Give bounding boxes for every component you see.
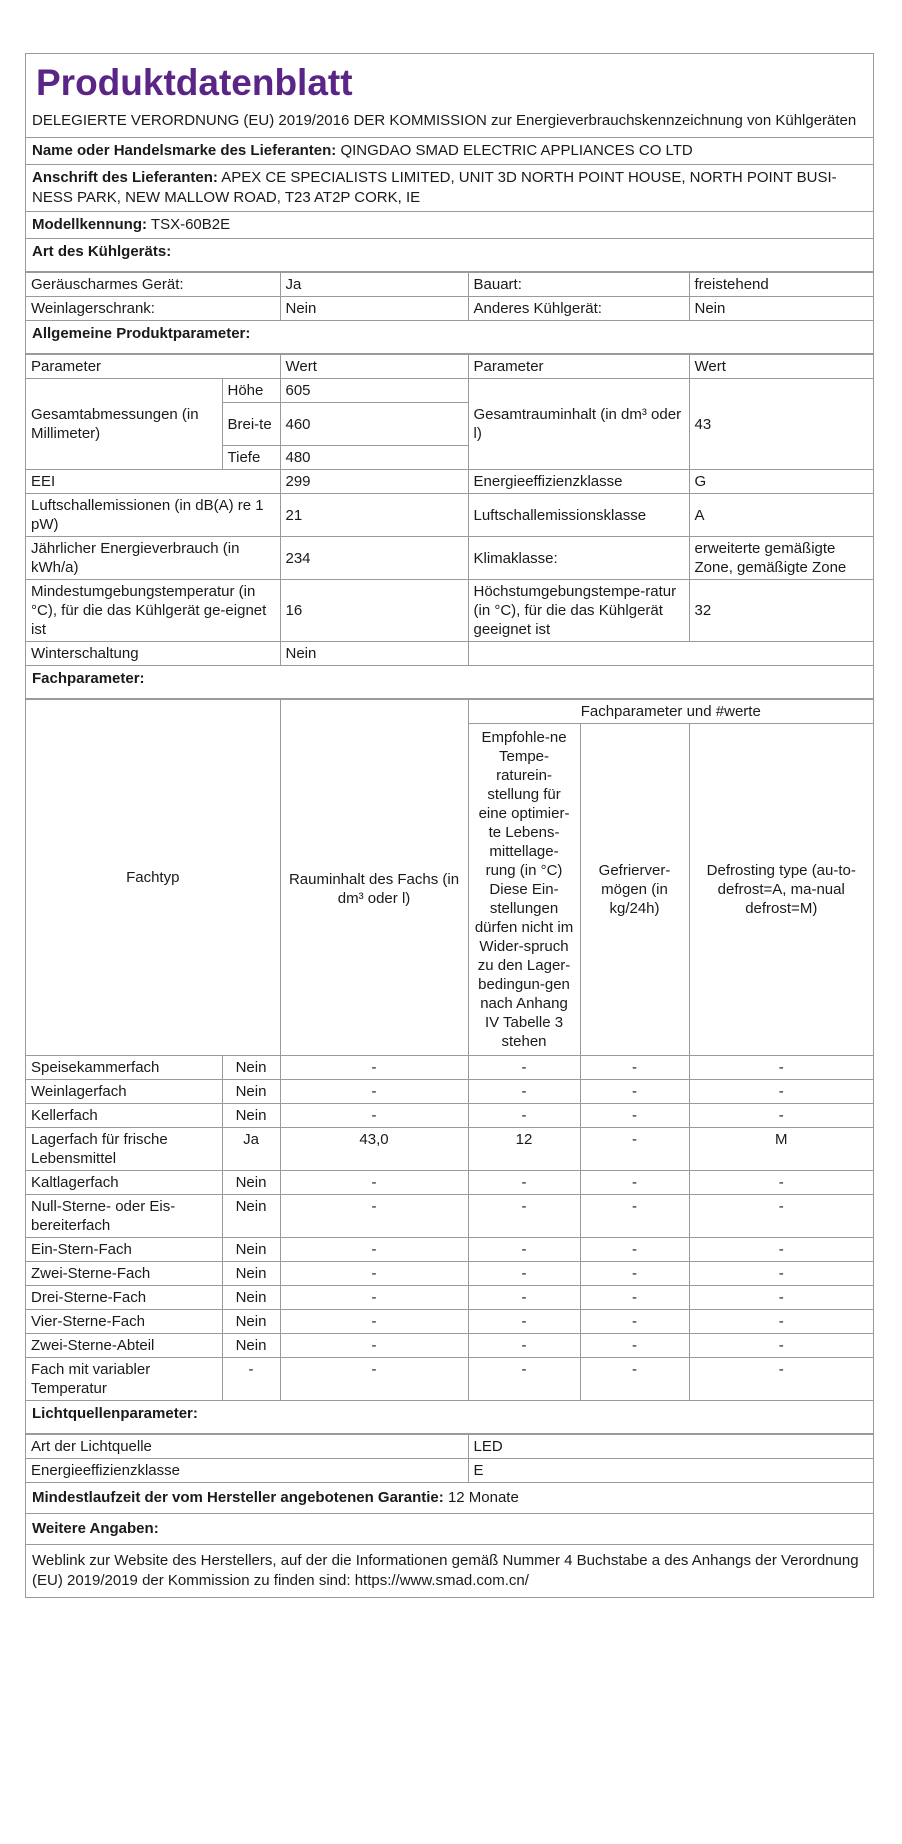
compartment-row [26,1310,873,1334]
compartment-defrost: - [689,1104,873,1128]
compartment-name: Kaltlagerfach [26,1171,222,1195]
compartment-present: Nein [222,1334,280,1358]
param-header-2: Parameter [468,355,689,379]
compartment-temp: - [468,1334,580,1358]
compartment-volume: - [280,1262,468,1286]
height-value: 605 [280,379,468,403]
volume-value: 43 [689,379,873,470]
light-class-label: Energieeffizienzklasse [26,1459,468,1483]
compartment-temp: - [468,1195,580,1238]
compartment-freeze: - [580,1195,689,1238]
compartment-row [26,1128,873,1171]
compartment-temp: - [468,1080,580,1104]
build-value: freistehend [689,273,873,297]
warranty-label: Mindestlaufzeit der vom Hersteller angebotenen Garantie: [32,1489,444,1506]
compartment-freeze: - [580,1310,689,1334]
compartment-freeze: - [580,1286,689,1310]
compartment-volume-header: Rauminhalt des Fachs (in dm³ oder l) [280,724,468,1056]
compartment-volume: 43,0 [280,1128,468,1171]
compartment-present: Nein [222,1056,280,1080]
compartment-type-header: Fachtyp [26,700,280,1056]
compartment-defrost: - [689,1056,873,1080]
compartment-defrost: M [689,1128,873,1171]
compartment-defrost: - [689,1238,873,1262]
compartment-defrost: - [689,1334,873,1358]
compartment-present: - [222,1358,280,1401]
climate-class-label: Klimaklasse: [468,537,689,580]
address-value: APEX CE SPECIALISTS LIMITED, UNIT 3D NORTH POINT HOUSE, NORTH POINT BUSI-NESS PARK, NEW MALLOW ROAD, T23 AT2P CORK, IE [32,169,837,206]
eei-value: 299 [280,470,468,494]
supplier-value: QINGDAO SMAD ELECTRIC APPLIANCES CO LTD [340,142,693,159]
compartment-present: Nein [222,1238,280,1262]
noise-class-label: Luftschallemissionsklasse [468,494,689,537]
light-table [26,1434,873,1483]
compartment-freeze: - [580,1128,689,1171]
regulation-text: DELEGIERTE VERORDNUNG (EU) 2019/2016 DER KOMMISSION zur Energieverbrauchskennzeichnung von Kühlgeräten [26,108,873,138]
compartment-name: Zwei-Sterne-Abteil [26,1334,222,1358]
compartment-temp: - [468,1104,580,1128]
compartment-defrost: - [689,1286,873,1310]
model-value: TSX-60B2E [150,216,231,233]
appliance-type-table [26,272,873,321]
compartment-group-header: Fachparameter und #werte [468,700,873,724]
general-params-heading: Allgemeine Produktparameter: [26,321,873,354]
eei-label: EEI [26,470,280,494]
model-row [26,212,873,239]
compartment-defrost: - [689,1080,873,1104]
compartment-present: Nein [222,1104,280,1128]
light-params-heading: Lichtquellenparameter: [26,1401,873,1434]
width-label: Brei-te [222,403,280,446]
winter-value: Nein [280,642,468,666]
compartment-name: Vier-Sterne-Fach [26,1310,222,1334]
warranty-value: 12 Monate [447,1489,519,1506]
compartment-temp-header: Empfohle-ne Tempe-raturein-stellung für eine optimier-te Lebens-mittellage-rung (in °C) Diese Ein-stellungen dürfen nicht im Wider-spruch zu den Lager-bedingun-gen nach Anhang IV Tabelle 3 stehen [468,724,580,1056]
compartment-volume: - [280,1080,468,1104]
winter-empty [468,642,873,666]
compartment-freeze: - [580,1358,689,1401]
energy-class-value: G [689,470,873,494]
compartment-temp: - [468,1286,580,1310]
compartment-temp: - [468,1171,580,1195]
compartment-volume: - [280,1195,468,1238]
compartment-present: Nein [222,1310,280,1334]
compartment-name: Zwei-Sterne-Fach [26,1262,222,1286]
min-temp-label: Mindestumgebungstemperatur (in °C), für die das Kühlgerät ge-eignet ist [26,580,280,642]
compartment-present: Ja [222,1128,280,1171]
compartment-present: Nein [222,1171,280,1195]
width-value: 460 [280,403,468,446]
energy-class-label: Energieeffizienzklasse [468,470,689,494]
appliance-type-heading: Art des Kühlgeräts: [26,239,873,272]
light-type-value: LED [468,1435,873,1459]
general-params-table [26,354,873,666]
compartment-params-heading: Fachparameter: [26,666,873,699]
other-value: Nein [689,297,873,321]
compartment-temp: - [468,1310,580,1334]
compartment-volume: - [280,1104,468,1128]
compartment-temp: - [468,1358,580,1401]
wine-value: Nein [280,297,468,321]
wine-label: Weinlagerschrank: [26,297,280,321]
compartment-row [26,1080,873,1104]
compartment-temp: - [468,1056,580,1080]
compartment-defrost: - [689,1195,873,1238]
quiet-value: Ja [280,273,468,297]
noise-value: 21 [280,494,468,537]
more-info-text: Weblink zur Website des Herstellers, auf der die Informationen gemäß Nummer 4 Buchstabe a des Anhangs der Verordnung (EU) 2019/2019 der Kommission zu finden sind: [32,1552,859,1589]
compartment-freeze: - [580,1238,689,1262]
compartment-freeze: - [580,1171,689,1195]
compartment-freeze: - [580,1262,689,1286]
compartment-row [26,1358,873,1401]
noise-class-value: A [689,494,873,537]
compartment-row [26,1056,873,1080]
light-class-value: E [468,1459,873,1483]
annual-energy-label: Jährlicher Energieverbrauch (in kWh/a) [26,537,280,580]
compartment-present: Nein [222,1286,280,1310]
compartment-name: Kellerfach [26,1104,222,1128]
max-temp-value: 32 [689,580,873,642]
param-header: Parameter [26,355,280,379]
compartment-name: Drei-Sterne-Fach [26,1286,222,1310]
compartment-row [26,1238,873,1262]
compartment-name: Null-Sterne- oder Eis-bereiterfach [26,1195,222,1238]
compartment-defrost: - [689,1262,873,1286]
compartment-volume: - [280,1358,468,1401]
supplier-label: Name oder Handelsmarke des Lieferanten: [32,142,337,159]
quiet-label: Geräuscharmes Gerät: [26,273,280,297]
address-row [26,165,873,212]
other-label: Anderes Kühlgerät: [468,297,689,321]
more-info-row [26,1545,873,1597]
annual-energy-value: 234 [280,537,468,580]
compartment-name: Ein-Stern-Fach [26,1238,222,1262]
compartment-defrost-header: Defrosting type (au-to-defrost=A, ma-nual defrost=M) [689,724,873,1056]
min-temp-value: 16 [280,580,468,642]
light-type-label: Art der Lichtquelle [26,1435,468,1459]
compartment-name: Fach mit variabler Temperatur [26,1358,222,1401]
noise-label: Luftschallemissionen (in dB(A) re 1 pW) [26,494,280,537]
compartment-row [26,1286,873,1310]
compartment-rows [26,1056,873,1401]
compartment-freeze-header: Gefrierver-mögen (in kg/24h) [580,724,689,1056]
max-temp-label: Höchstumgebungstempe-ratur (in °C), für die das Kühlgerät geeignet ist [468,580,689,642]
compartment-freeze: - [580,1056,689,1080]
compartment-name: Weinlagerfach [26,1080,222,1104]
compartment-row [26,1262,873,1286]
depth-value: 480 [280,446,468,470]
address-label: Anschrift des Lieferanten: [32,169,218,186]
manufacturer-link[interactable]: https://www.smad.com.cn/ [354,1572,529,1589]
compartment-freeze: - [580,1334,689,1358]
compartment-row [26,1195,873,1238]
volume-label: Gesamtrauminhalt (in dm³ oder l) [468,379,689,470]
warranty-row [26,1483,873,1514]
winter-label: Winterschaltung [26,642,280,666]
value-header: Wert [280,355,468,379]
compartment-freeze: - [580,1080,689,1104]
compartment-temp: - [468,1262,580,1286]
compartment-volume: - [280,1056,468,1080]
compartment-name: Speisekammerfach [26,1056,222,1080]
product-data-sheet [25,53,874,1598]
compartment-name: Lagerfach für frische Lebensmittel [26,1128,222,1171]
supplier-row [26,138,873,165]
climate-class-value: erweiterte gemäßigte Zone, gemäßigte Zone [689,537,873,580]
compartment-temp: 12 [468,1128,580,1171]
build-label: Bauart: [468,273,689,297]
compartment-volume: - [280,1171,468,1195]
compartment-present: Nein [222,1195,280,1238]
dimensions-label: Gesamtabmessungen (in Millimeter) [26,379,222,470]
compartment-present: Nein [222,1262,280,1286]
compartment-row [26,1104,873,1128]
compartment-defrost: - [689,1358,873,1401]
compartment-row [26,1334,873,1358]
more-info-heading: Weitere Angaben: [26,1514,873,1545]
compartment-defrost: - [689,1171,873,1195]
compartment-volume: - [280,1334,468,1358]
compartment-volume: - [280,1286,468,1310]
page-title: Produktdatenblatt [36,62,353,103]
value-header-2: Wert [689,355,873,379]
depth-label: Tiefe [222,446,280,470]
compartment-freeze: - [580,1104,689,1128]
compartment-defrost: - [689,1310,873,1334]
compartment-temp: - [468,1238,580,1262]
compartment-volume: - [280,1238,468,1262]
model-label: Modellkennung: [32,216,147,233]
compartment-volume: - [280,1310,468,1334]
height-label: Höhe [222,379,280,403]
compartment-row [26,1171,873,1195]
compartment-present: Nein [222,1080,280,1104]
compartment-table [26,699,873,1401]
